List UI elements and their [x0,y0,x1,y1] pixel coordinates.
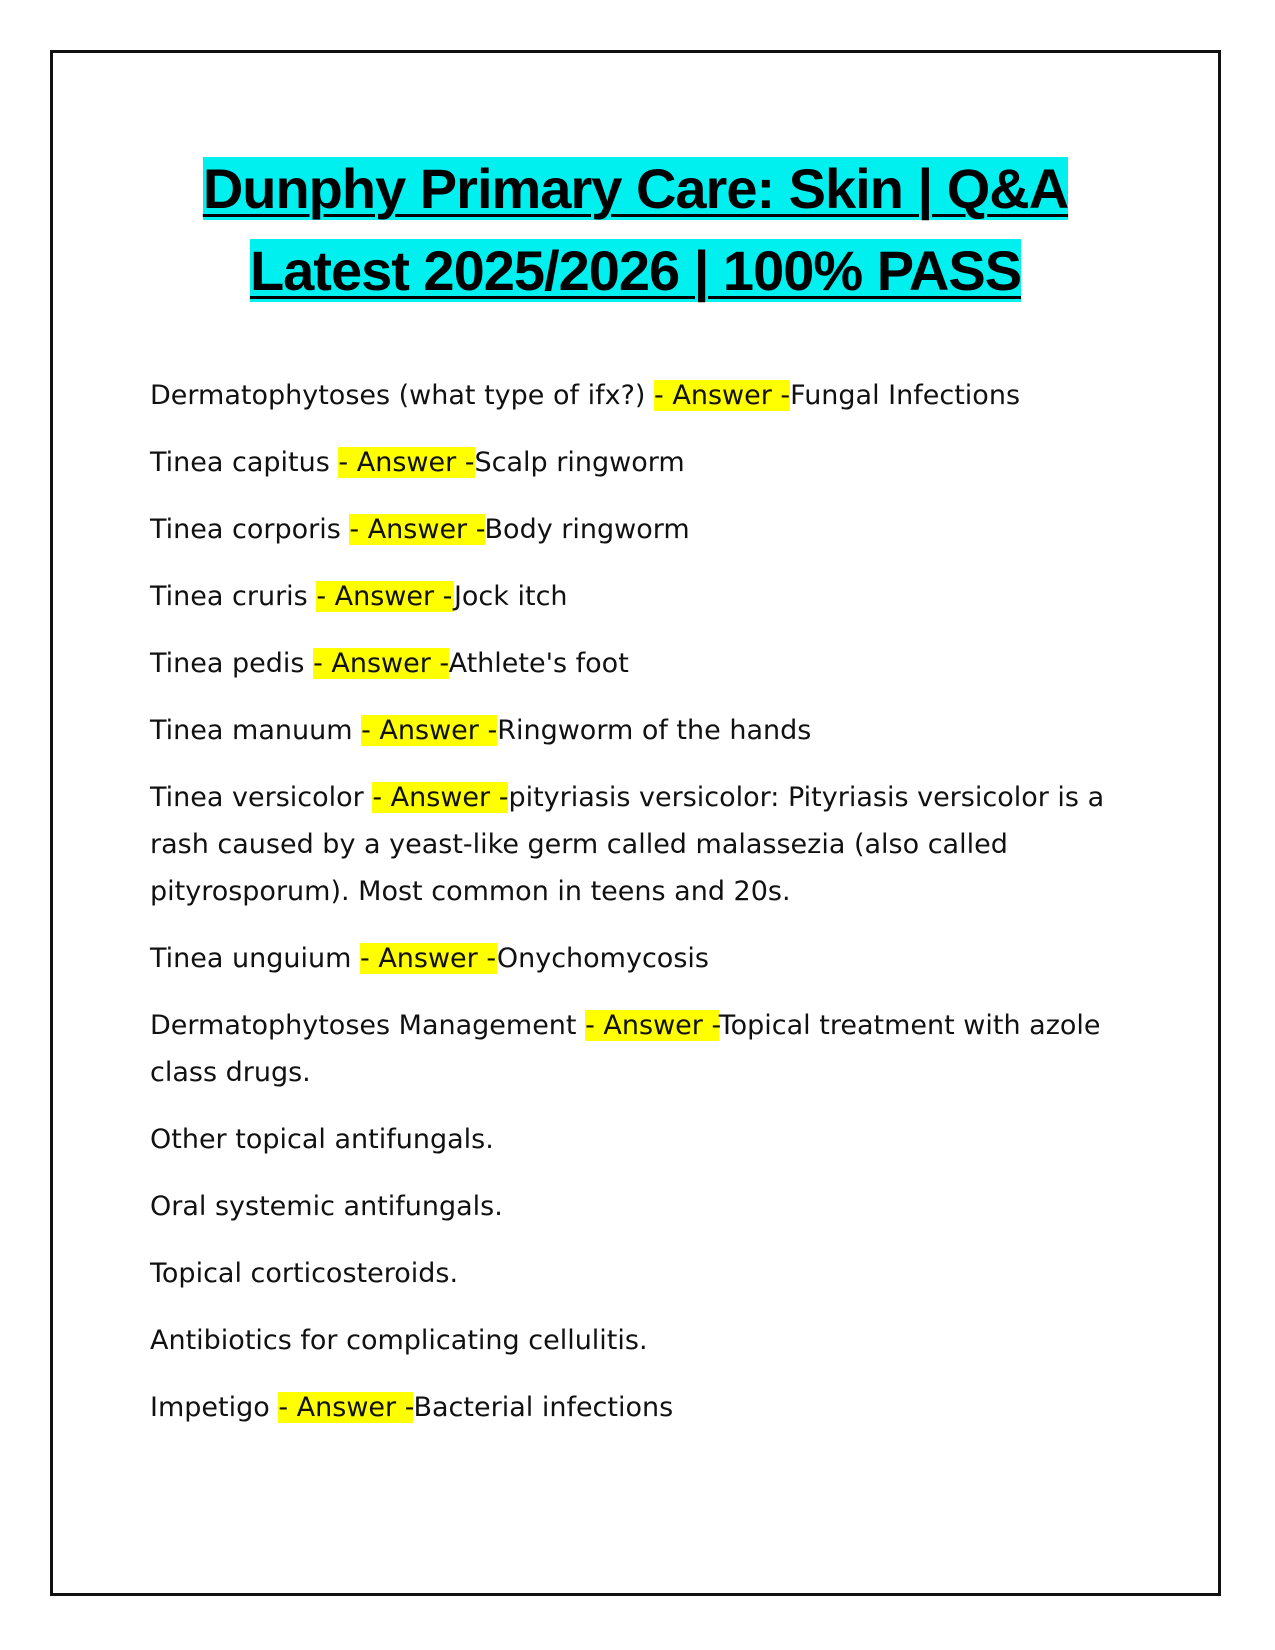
qa-entry [150,707,1110,754]
answer-text: Body ringworm [484,514,690,545]
answer-marker: - Answer - [349,514,485,545]
answer-text: Topical treatment with azole class drugs. [150,1010,1101,1088]
qa-entry [150,774,1110,915]
answer-text: Fungal Infections [790,380,1021,411]
answer-marker: - Answer - [313,648,449,679]
title-line-2: Latest 2025/2026 | 100% PASS [249,239,1022,302]
answer-text: Bacterial infections [413,1392,674,1423]
answer-marker: - Answer - [360,943,497,974]
answer-marker: - Answer - [361,715,498,746]
plain-line: Antibiotics for complicating cellulitis. [150,1325,648,1356]
answer-marker: - Answer - [316,581,454,612]
qa-entry [150,1002,1110,1096]
answer-marker: - Answer - [585,1010,719,1041]
answer-marker: - Answer - [654,380,791,411]
plain-line: Other topical antifungals. [150,1124,494,1155]
answer-text: Scalp ringworm [474,447,685,478]
title-line-1: Dunphy Primary Care: Skin | Q&A [202,157,1069,220]
answer-text: pityriasis versicolor: Pityriasis versicolor is a rash caused by a yeast-like germ called malassezia (also called pityrosporum). Most common in teens and 20s. [150,782,1105,907]
answer-text: Athlete's foot [448,648,629,679]
question-text: Tinea pedis [150,648,314,679]
document-title [50,148,1221,312]
qa-list [150,372,1110,1451]
qa-entry [150,935,1110,982]
answer-text: Jock itch [453,581,568,612]
answer-text: Onychomycosis [496,943,709,974]
qa-entry [150,640,1110,687]
answer-marker: - Answer - [338,447,475,478]
qa-entry [150,439,1110,486]
plain-line: Topical corticosteroids. [150,1258,459,1289]
qa-entry [150,573,1110,620]
answer-text: Ringworm of the hands [497,715,812,746]
answer-marker: - Answer - [278,1392,414,1423]
qa-entry [150,506,1110,553]
plain-line: Oral systemic antifungals. [150,1191,503,1222]
qa-entry [150,372,1110,419]
question-text: Tinea corporis [150,514,350,545]
answer-marker: - Answer - [372,782,509,813]
question-text: Tinea capitus [150,447,339,478]
question-text: Tinea manuum [150,715,362,746]
question-text: Tinea cruris [150,581,317,612]
question-text: Tinea versicolor [150,782,373,813]
question-text: Impetigo [150,1392,279,1423]
qa-entry [150,1384,1110,1431]
question-text: Dermatophytoses Management [150,1010,586,1041]
question-text: Dermatophytoses (what type of ifx?) [150,380,655,411]
question-text: Tinea unguium [150,943,360,974]
